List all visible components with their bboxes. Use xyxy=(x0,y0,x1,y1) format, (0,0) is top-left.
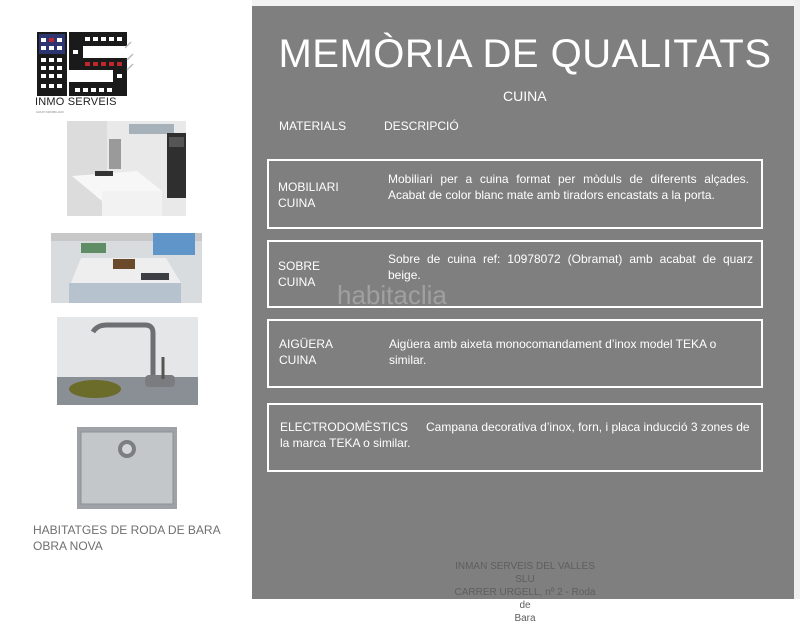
section-subtitle: CUINA xyxy=(503,88,547,104)
item-description-combined xyxy=(280,419,750,451)
logo-tagline: GRUP INMOBILIARI xyxy=(36,110,64,114)
item-description: Sobre de cuina ref: 10978072 (Obramat) amb acabat de quarz beige. xyxy=(388,252,753,282)
item-label: SOBRE CUINA xyxy=(278,259,321,289)
item-label: AIGÜERA CUINA xyxy=(279,337,334,367)
kitchen-sink-photo xyxy=(77,427,177,509)
caption-line2: OBRA NOVA xyxy=(33,539,103,553)
habitaclia-watermark: habitaclia xyxy=(337,280,447,310)
column-header-materials: MATERIALS xyxy=(279,119,347,133)
page-title: MEMÒRIA DE QUALITATS xyxy=(278,32,772,76)
kitchen-countertop-photo xyxy=(51,233,202,303)
item-description: Campana decorativa d’inox, forn, i placa inducció 3 zones de la marca TEKA o similar. xyxy=(280,420,750,450)
logo-brand-text: INMO SERVEIS xyxy=(35,96,117,108)
item-label: MOBILIARI CUINA xyxy=(278,180,339,210)
right-edge xyxy=(794,0,800,599)
caption-line1: HABITATGES DE RODA DE BARA xyxy=(33,523,221,537)
item-description: Aigüera amb aixeta monocomandament d’inox model TEKA o similar. xyxy=(389,337,717,367)
company-footer: INMAN SERVEIS DEL VALLES SLU CARRER URGELL, nº 2 - Roda de Bara xyxy=(454,561,596,624)
item-label: ELECTRODOMÈSTICS xyxy=(280,420,409,434)
column-header-description: DESCRIPCIÓ xyxy=(384,119,459,133)
kitchen-faucet-photo xyxy=(57,317,198,405)
kitchen-furniture-photo xyxy=(67,121,186,216)
project-caption xyxy=(33,522,221,554)
item-description: Mobiliari per a cuina format per mòduls de diferents alçades. Acabat de color blanc mate amb tiradors encastats a la porta. xyxy=(388,172,749,202)
